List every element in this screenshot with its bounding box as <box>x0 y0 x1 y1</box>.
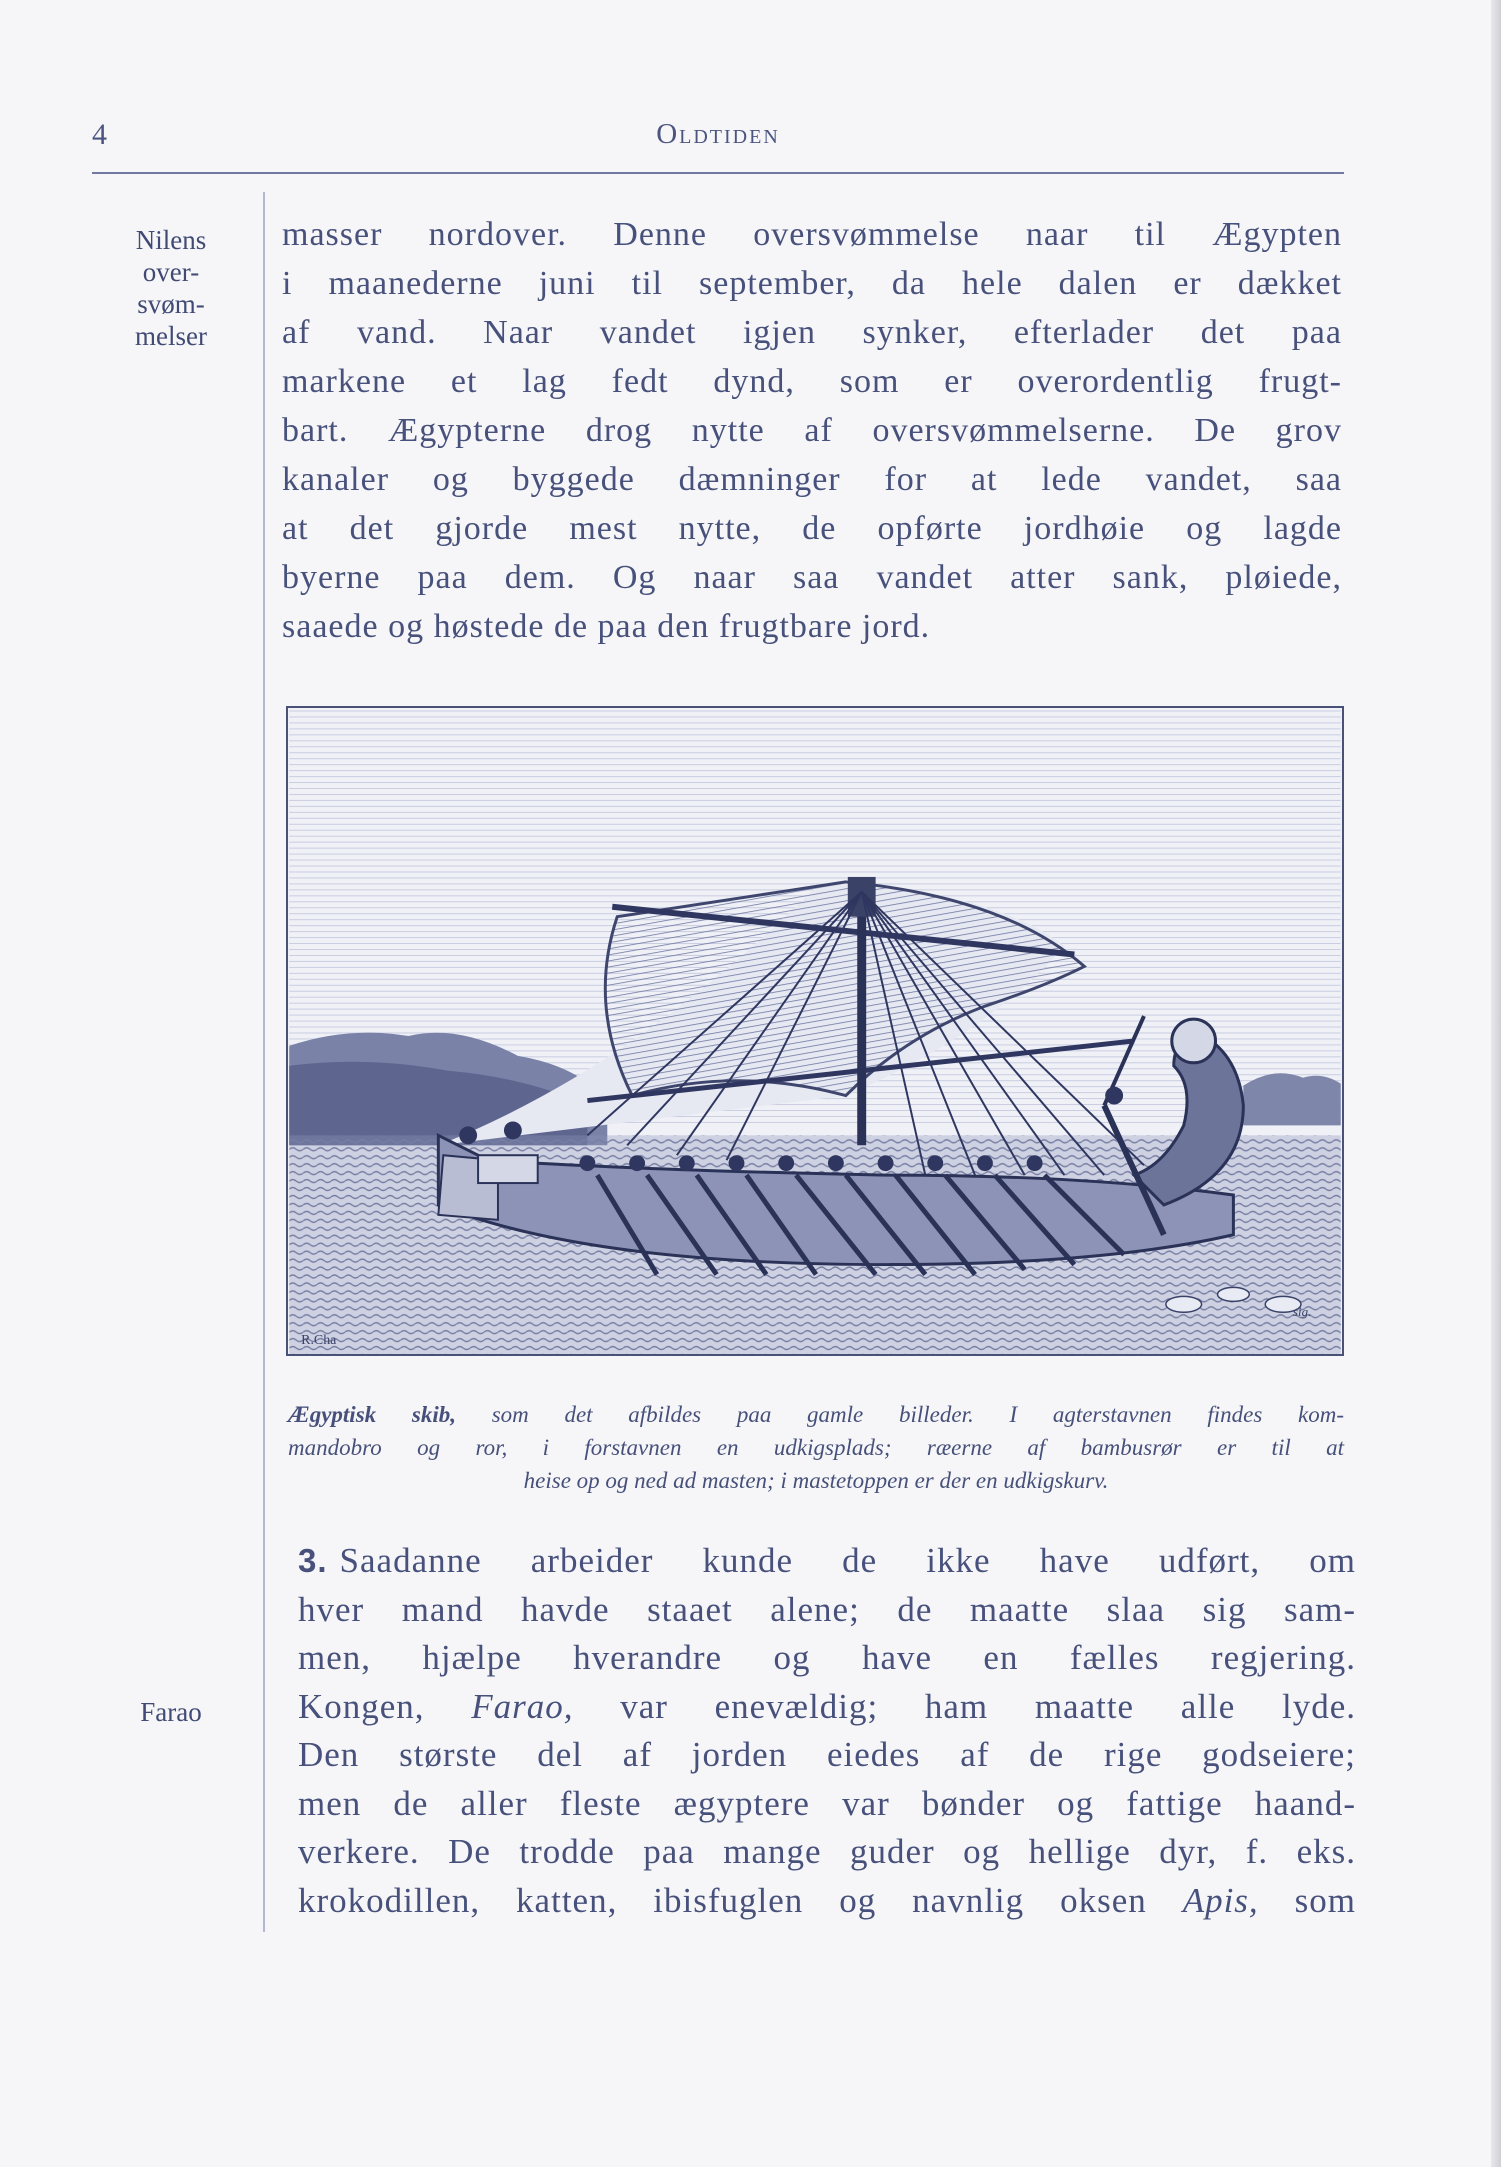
text-line: men, hjælpe hverandre og have en fælles regjering. <box>298 1638 1356 1677</box>
margin-note-farao: Farao <box>140 1697 202 1727</box>
text-fragment: Kongen, <box>298 1686 472 1726</box>
caption-line <box>288 1398 1344 1431</box>
artist-signature-right: sig. <box>1293 1304 1312 1320</box>
text-fragment: krokodillen, katten, ibisfuglen og navnlig oksen <box>298 1880 1183 1920</box>
text-fragment: var enevældig; ham maatte alle lyde. <box>573 1686 1357 1726</box>
margin-note-line: svøm- <box>137 289 205 319</box>
page-number: 4 <box>92 118 107 151</box>
far-shore-trees <box>1243 1073 1340 1125</box>
section-number: 3. <box>298 1542 328 1579</box>
italic-term-apis: Apis, <box>1182 1880 1259 1920</box>
running-head <box>92 118 1344 158</box>
margin-note-line: over- <box>142 257 200 287</box>
egyptian-ship-illustration <box>286 706 1344 1356</box>
margin-note-line: melser <box>135 321 207 351</box>
artist-signature-left: R.Cha <box>301 1333 337 1349</box>
text-line: men de aller fleste ægyptere var bønder og fattige haand- <box>298 1783 1356 1823</box>
figure-caption <box>288 1398 1344 1497</box>
margin-note-nilens <box>96 224 246 352</box>
italic-term-farao: Farao, <box>471 1686 574 1726</box>
section-3-paragraph <box>298 1537 1356 1925</box>
caption-text: som det afbildes paa gamle billeder. I agterstavnen findes kom- <box>455 1402 1344 1427</box>
text-line: at det gjorde mest nytte, de opførte jordhøie og lagde <box>282 510 1342 547</box>
text-line: bart. Ægypterne drog nytte af oversvømmelserne. De grov <box>282 412 1342 449</box>
text-line: markene et lag fedt dynd, som er overordentlig frugt- <box>282 363 1342 400</box>
text-line: hver mand havde staaet alene; de maatte slaa sig sam- <box>298 1589 1356 1629</box>
caption-line: heise op og ned ad masten; i mastetoppen er der en udkigskurv. <box>523 1468 1109 1493</box>
margin-note-line: Nilens <box>135 225 207 255</box>
section-title: Oldtiden <box>656 118 780 150</box>
text-line: verkere. De trodde paa mange guder og hellige dyr, f. eks. <box>298 1832 1356 1871</box>
text-line: masser nordover. Denne oversvømmelse naar til Ægypten <box>282 216 1342 253</box>
header-rule <box>92 172 1344 174</box>
caption-lead: Ægyptisk skib, <box>288 1402 456 1427</box>
text-fragment: Saadanne arbeider kunde de ikke have udført, om <box>339 1541 1356 1580</box>
text-line <box>298 1877 1356 1926</box>
text-line: kanaler og byggede dæmninger for at lede vandet, saa <box>282 461 1342 498</box>
text-line: i maanederne juni til september, da hele dalen er dækket <box>282 265 1342 302</box>
text-line: saaede og høstede de paa den frugtbare jord. <box>282 608 931 645</box>
text-fragment: som <box>1258 1880 1356 1920</box>
paragraph-nile-flood <box>282 210 1342 651</box>
ship-engraving <box>288 708 1342 1354</box>
text-line: af vand. Naar vandet igjen synker, efterlader det paa <box>282 314 1342 351</box>
text-line: byerne paa dem. Og naar saa vandet atter sank, pløiede, <box>282 559 1342 596</box>
text-line <box>298 1683 1356 1732</box>
text-line: Den største del af jorden eiedes af de rige godseiere; <box>298 1735 1356 1774</box>
caption-line: mandobro og ror, i forstavnen en udkigsplads; ræerne af bambusrør er til at <box>288 1435 1344 1460</box>
margin-rule <box>263 192 265 1932</box>
text-line <box>298 1537 1356 1586</box>
